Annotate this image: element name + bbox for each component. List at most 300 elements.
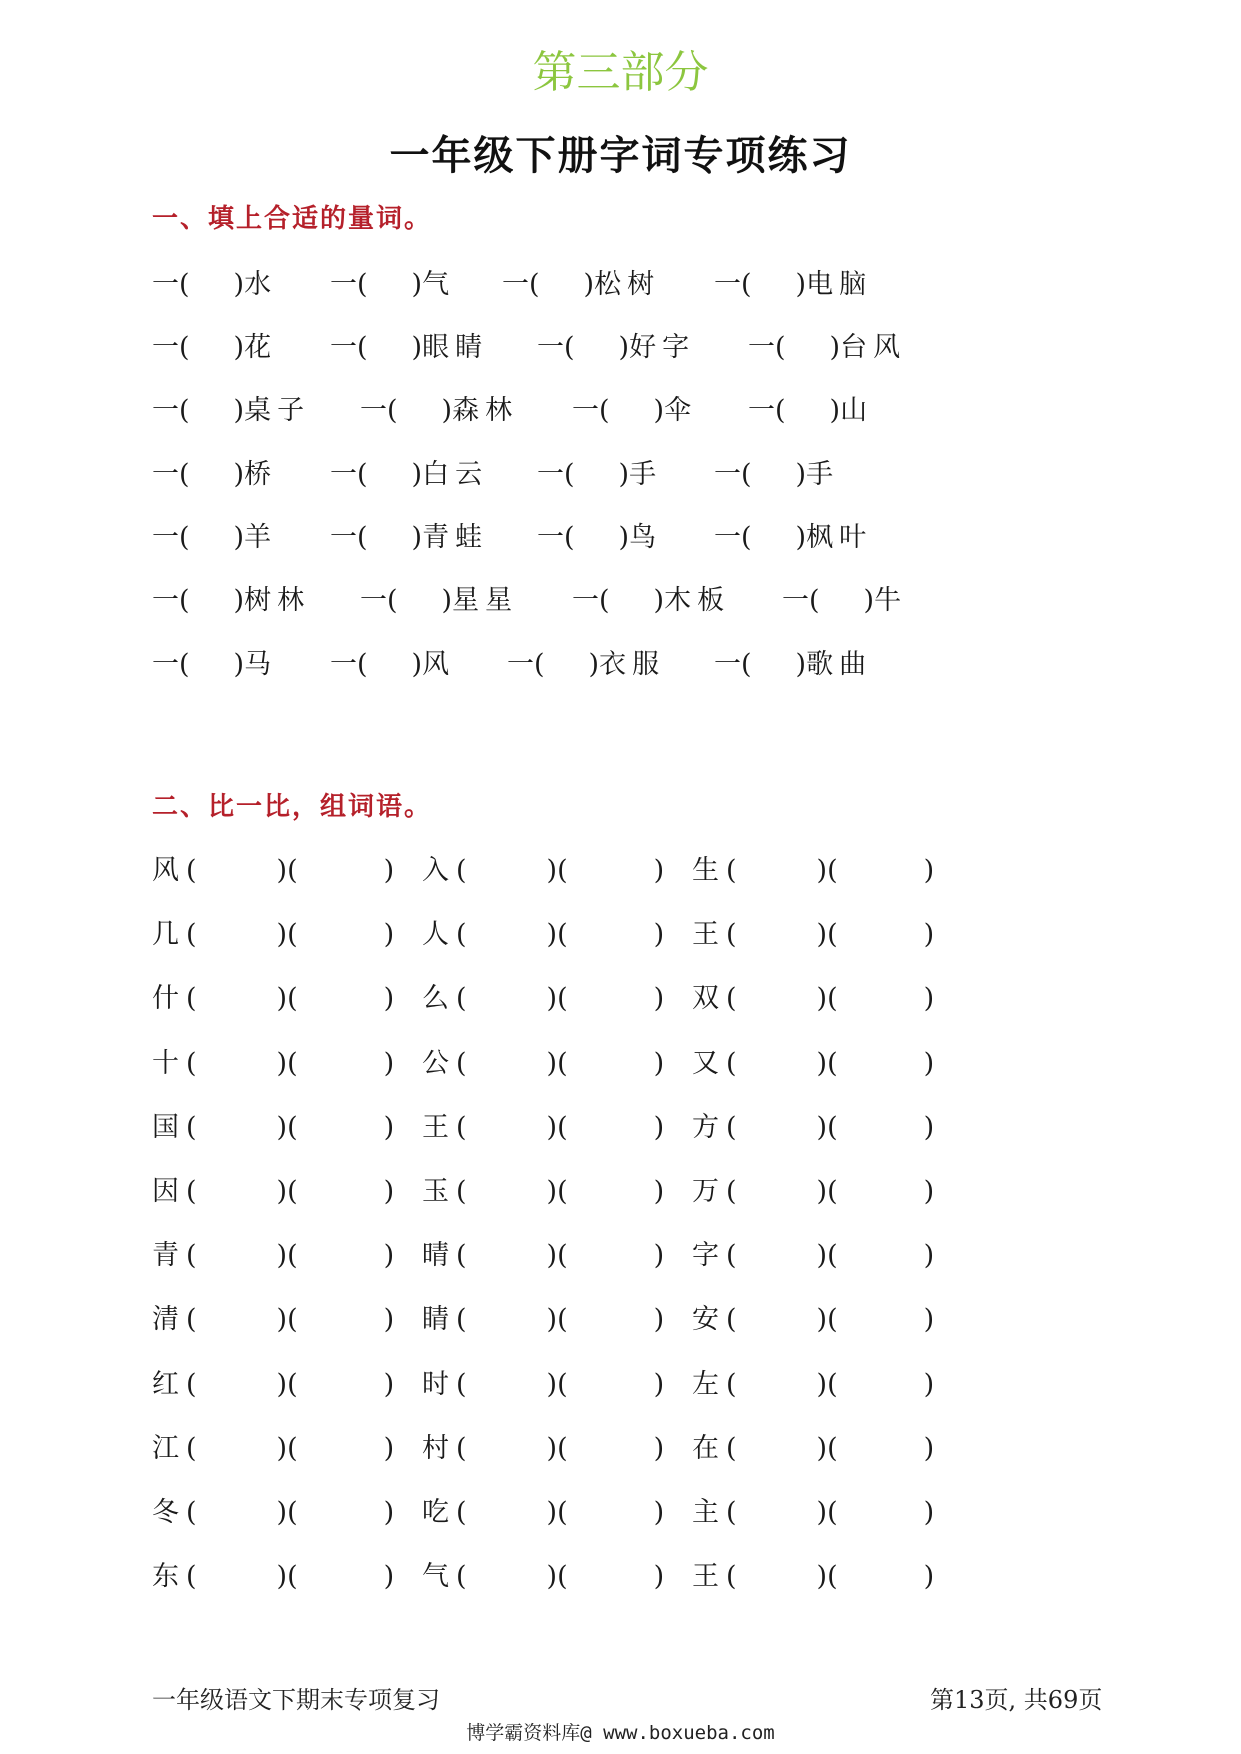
close-paren: ) — [546, 1369, 558, 1400]
character-group — [692, 1362, 934, 1401]
close-paren: ) — [411, 269, 423, 300]
character-group — [422, 912, 664, 951]
measure-word-item — [714, 515, 872, 554]
open-paren: ( — [726, 1176, 737, 1207]
measure-word-row — [152, 262, 1052, 302]
noun-word: 松树 — [594, 269, 661, 300]
character-group — [422, 1169, 664, 1208]
character: 王 — [692, 1561, 719, 1592]
open-paren: ( — [827, 1112, 838, 1143]
noun-word: 花 — [244, 332, 278, 363]
noun-word: 桥 — [244, 459, 278, 490]
section1-heading: 一、填上合适的量词。 — [152, 204, 433, 234]
close-paren: ) — [276, 1048, 288, 1079]
close-paren: ) — [923, 1176, 935, 1207]
open-paren: ( — [827, 1433, 838, 1464]
close-paren: ) — [816, 1561, 828, 1592]
character: 清 — [152, 1304, 179, 1335]
footer-watermark: 博学霸资料库@ www.boxueba.com — [466, 1722, 775, 1744]
character-group — [152, 1490, 394, 1529]
character-group — [152, 976, 394, 1015]
close-paren: ) — [816, 983, 828, 1014]
close-paren: ) — [546, 983, 558, 1014]
open-paren: 一( — [152, 332, 190, 363]
character-group — [422, 1041, 664, 1080]
close-paren: ) — [383, 855, 395, 886]
close-paren: ) — [816, 1240, 828, 1271]
character: 又 — [692, 1048, 719, 1079]
open-paren: 一( — [537, 459, 575, 490]
character: 人 — [422, 919, 449, 950]
open-paren: 一( — [714, 649, 752, 680]
close-paren: ) — [546, 1433, 558, 1464]
close-paren: ) — [276, 855, 288, 886]
open-paren: ( — [557, 855, 568, 886]
character: 几 — [152, 919, 179, 950]
measure-word-item — [537, 515, 662, 554]
close-paren: ) — [653, 1240, 665, 1271]
open-paren: ( — [456, 1304, 467, 1335]
measure-word-item — [748, 325, 906, 364]
character: 冬 — [152, 1497, 179, 1528]
open-paren: ( — [287, 1112, 298, 1143]
close-paren: ) — [653, 855, 665, 886]
open-paren: ( — [557, 919, 568, 950]
close-paren: ) — [276, 1369, 288, 1400]
noun-word: 桌子 — [244, 395, 311, 426]
measure-word-row — [152, 388, 1052, 428]
character-group — [422, 1490, 664, 1529]
open-paren: ( — [456, 1048, 467, 1079]
measure-word-item — [714, 262, 872, 301]
close-paren: ) — [816, 1433, 828, 1464]
measure-word-item — [152, 515, 277, 554]
close-paren: ) — [546, 1112, 558, 1143]
character: 时 — [422, 1369, 449, 1400]
measure-word-item — [572, 388, 697, 427]
open-paren: ( — [186, 919, 197, 950]
noun-word: 歌曲 — [806, 649, 873, 680]
close-paren: ) — [588, 649, 600, 680]
open-paren: ( — [726, 1561, 737, 1592]
close-paren: ) — [829, 332, 841, 363]
close-paren: ) — [816, 1048, 828, 1079]
open-paren: ( — [186, 1112, 197, 1143]
measure-word-row — [152, 325, 1052, 365]
character: 主 — [692, 1497, 719, 1528]
close-paren: ) — [233, 332, 245, 363]
open-paren: ( — [287, 919, 298, 950]
noun-word: 马 — [244, 649, 278, 680]
open-paren: 一( — [152, 649, 190, 680]
open-paren: 一( — [572, 585, 610, 616]
measure-word-item — [572, 578, 730, 617]
open-paren: ( — [557, 1048, 568, 1079]
open-paren: ( — [827, 1048, 838, 1079]
character-group — [152, 1169, 394, 1208]
noun-word: 电脑 — [806, 269, 873, 300]
open-paren: ( — [726, 1433, 737, 1464]
character: 公 — [422, 1048, 449, 1079]
measure-word-item — [748, 388, 873, 427]
part-title: 第三部分 — [532, 47, 709, 98]
word-group-row — [152, 1490, 1052, 1530]
open-paren: ( — [287, 983, 298, 1014]
close-paren: ) — [795, 649, 807, 680]
close-paren: ) — [383, 1176, 395, 1207]
close-paren: ) — [923, 855, 935, 886]
character-group — [152, 1041, 394, 1080]
close-paren: ) — [923, 1561, 935, 1592]
measure-word-item — [360, 388, 518, 427]
open-paren: ( — [456, 1112, 467, 1143]
noun-word: 星星 — [452, 585, 519, 616]
close-paren: ) — [383, 1433, 395, 1464]
open-paren: 一( — [507, 649, 545, 680]
measure-word-item — [714, 642, 872, 681]
close-paren: ) — [276, 1304, 288, 1335]
open-paren: ( — [287, 1369, 298, 1400]
character: 村 — [422, 1433, 449, 1464]
open-paren: ( — [186, 1048, 197, 1079]
close-paren: ) — [923, 1369, 935, 1400]
open-paren: ( — [456, 919, 467, 950]
close-paren: ) — [816, 919, 828, 950]
open-paren: ( — [557, 1112, 568, 1143]
character: 晴 — [422, 1240, 449, 1271]
close-paren: ) — [383, 1369, 395, 1400]
open-paren: 一( — [330, 649, 368, 680]
word-group-row — [152, 1426, 1052, 1466]
open-paren: ( — [827, 1304, 838, 1335]
open-paren: ( — [827, 983, 838, 1014]
character-group — [422, 1426, 664, 1465]
close-paren: ) — [411, 649, 423, 680]
open-paren: 一( — [330, 522, 368, 553]
open-paren: ( — [827, 1240, 838, 1271]
character-group — [692, 1169, 934, 1208]
footer-page-number: 第13页, 共69页 — [930, 1686, 1103, 1714]
character: 江 — [152, 1433, 179, 1464]
open-paren: 一( — [714, 269, 752, 300]
character-group — [152, 1362, 394, 1401]
character: 气 — [422, 1561, 449, 1592]
close-paren: ) — [276, 1240, 288, 1271]
close-paren: ) — [546, 1304, 558, 1335]
close-paren: ) — [653, 395, 665, 426]
close-paren: ) — [829, 395, 841, 426]
open-paren: 一( — [152, 269, 190, 300]
open-paren: ( — [456, 1433, 467, 1464]
measure-word-item — [782, 578, 907, 617]
measure-word-item — [330, 452, 488, 491]
open-paren: ( — [287, 1048, 298, 1079]
close-paren: ) — [383, 919, 395, 950]
measure-word-item — [330, 515, 488, 554]
open-paren: ( — [456, 983, 467, 1014]
measure-word-item — [330, 262, 455, 301]
close-paren: ) — [816, 1304, 828, 1335]
close-paren: ) — [233, 585, 245, 616]
open-paren: ( — [827, 919, 838, 950]
open-paren: 一( — [330, 269, 368, 300]
close-paren: ) — [653, 1112, 665, 1143]
word-group-row — [152, 1169, 1052, 1209]
close-paren: ) — [411, 332, 423, 363]
character: 吃 — [422, 1497, 449, 1528]
open-paren: ( — [287, 1240, 298, 1271]
character-group — [152, 1426, 394, 1465]
measure-word-row — [152, 452, 1052, 492]
open-paren: 一( — [748, 332, 786, 363]
word-group-row — [152, 1362, 1052, 1402]
character-group — [422, 1297, 664, 1336]
open-paren: 一( — [152, 522, 190, 553]
character-group — [152, 848, 394, 887]
close-paren: ) — [276, 1176, 288, 1207]
open-paren: ( — [557, 1433, 568, 1464]
close-paren: ) — [653, 983, 665, 1014]
open-paren: ( — [827, 1497, 838, 1528]
measure-word-item — [152, 642, 277, 681]
open-paren: 一( — [152, 459, 190, 490]
character: 玉 — [422, 1176, 449, 1207]
close-paren: ) — [653, 1176, 665, 1207]
open-paren: ( — [726, 983, 737, 1014]
open-paren: ( — [827, 1369, 838, 1400]
character-group — [152, 1554, 394, 1593]
character-group — [422, 848, 664, 887]
open-paren: 一( — [502, 269, 540, 300]
character: 字 — [692, 1240, 719, 1271]
close-paren: ) — [653, 1433, 665, 1464]
noun-word: 鸟 — [629, 522, 663, 553]
open-paren: ( — [186, 1561, 197, 1592]
close-paren: ) — [618, 459, 630, 490]
open-paren: ( — [827, 1176, 838, 1207]
noun-word: 水 — [244, 269, 278, 300]
close-paren: ) — [923, 1048, 935, 1079]
open-paren: ( — [726, 1048, 737, 1079]
character: 红 — [152, 1369, 179, 1400]
open-paren: ( — [186, 1176, 197, 1207]
character-group — [692, 1105, 934, 1144]
open-paren: ( — [726, 1369, 737, 1400]
close-paren: ) — [653, 1048, 665, 1079]
close-paren: ) — [816, 855, 828, 886]
footer-left: 一年级语文下期末专项复习 — [152, 1686, 440, 1714]
character: 风 — [152, 855, 179, 886]
close-paren: ) — [546, 1497, 558, 1528]
close-paren: ) — [233, 459, 245, 490]
word-group-row — [152, 1233, 1052, 1273]
word-group-row — [152, 848, 1052, 888]
open-paren: ( — [557, 1561, 568, 1592]
character: 十 — [152, 1048, 179, 1079]
character: 睛 — [422, 1304, 449, 1335]
character-group — [152, 912, 394, 951]
noun-word: 衣服 — [599, 649, 666, 680]
measure-word-item — [152, 452, 277, 491]
open-paren: ( — [726, 919, 737, 950]
close-paren: ) — [441, 585, 453, 616]
close-paren: ) — [923, 1433, 935, 1464]
character: 王 — [422, 1112, 449, 1143]
open-paren: ( — [287, 1433, 298, 1464]
character-group — [692, 1554, 934, 1593]
close-paren: ) — [276, 1561, 288, 1592]
close-paren: ) — [233, 649, 245, 680]
character-group — [692, 1041, 934, 1080]
close-paren: ) — [276, 1112, 288, 1143]
open-paren: ( — [557, 1176, 568, 1207]
open-paren: ( — [726, 1497, 737, 1528]
character: 安 — [692, 1304, 719, 1335]
word-group-row — [152, 1041, 1052, 1081]
noun-word: 伞 — [664, 395, 698, 426]
open-paren: 一( — [748, 395, 786, 426]
measure-word-item — [152, 325, 277, 364]
open-paren: ( — [557, 1304, 568, 1335]
close-paren: ) — [618, 522, 630, 553]
close-paren: ) — [653, 1304, 665, 1335]
character: 方 — [692, 1112, 719, 1143]
character-group — [692, 1490, 934, 1529]
open-paren: 一( — [782, 585, 820, 616]
measure-word-item — [152, 262, 277, 301]
close-paren: ) — [411, 522, 423, 553]
character-group — [692, 912, 934, 951]
open-paren: 一( — [152, 585, 190, 616]
open-paren: ( — [456, 1497, 467, 1528]
measure-word-item — [330, 642, 455, 681]
open-paren: ( — [557, 1369, 568, 1400]
close-paren: ) — [233, 269, 245, 300]
close-paren: ) — [923, 1304, 935, 1335]
close-paren: ) — [653, 585, 665, 616]
open-paren: 一( — [152, 395, 190, 426]
page-title: 一年级下册字词专项练习 — [389, 133, 852, 179]
character: 左 — [692, 1369, 719, 1400]
noun-word: 羊 — [244, 522, 278, 553]
measure-word-item — [152, 578, 310, 617]
close-paren: ) — [618, 332, 630, 363]
noun-word: 山 — [840, 395, 874, 426]
close-paren: ) — [276, 919, 288, 950]
measure-word-item — [152, 388, 310, 427]
open-paren: ( — [186, 1304, 197, 1335]
character: 东 — [152, 1561, 179, 1592]
close-paren: ) — [795, 269, 807, 300]
close-paren: ) — [923, 919, 935, 950]
noun-word: 风 — [422, 649, 456, 680]
open-paren: ( — [456, 1369, 467, 1400]
close-paren: ) — [583, 269, 595, 300]
measure-word-item — [537, 325, 695, 364]
measure-word-item — [714, 452, 839, 491]
open-paren: ( — [456, 1176, 467, 1207]
open-paren: ( — [186, 855, 197, 886]
character-group — [152, 1233, 394, 1272]
open-paren: ( — [827, 855, 838, 886]
character: 万 — [692, 1176, 719, 1207]
open-paren: ( — [726, 855, 737, 886]
open-paren: ( — [456, 1561, 467, 1592]
close-paren: ) — [411, 459, 423, 490]
measure-word-row — [152, 578, 1052, 618]
close-paren: ) — [383, 1561, 395, 1592]
open-paren: ( — [456, 1240, 467, 1271]
open-paren: 一( — [537, 522, 575, 553]
open-paren: ( — [557, 1497, 568, 1528]
close-paren: ) — [923, 1497, 935, 1528]
close-paren: ) — [923, 1240, 935, 1271]
close-paren: ) — [441, 395, 453, 426]
character: 因 — [152, 1176, 179, 1207]
open-paren: ( — [186, 1240, 197, 1271]
character: 么 — [422, 983, 449, 1014]
measure-word-item — [507, 642, 665, 681]
close-paren: ) — [546, 855, 558, 886]
character-group — [692, 1297, 934, 1336]
noun-word: 木板 — [664, 585, 731, 616]
open-paren: 一( — [537, 332, 575, 363]
character: 在 — [692, 1433, 719, 1464]
noun-word: 气 — [422, 269, 456, 300]
character-group — [692, 848, 934, 887]
section2-heading: 二、比一比，组词语。 — [152, 792, 433, 822]
character-group — [692, 1233, 934, 1272]
character-group — [422, 1105, 664, 1144]
close-paren: ) — [863, 585, 875, 616]
character-group — [422, 1233, 664, 1272]
close-paren: ) — [276, 983, 288, 1014]
word-group-row — [152, 1297, 1052, 1337]
measure-word-item — [330, 325, 488, 364]
close-paren: ) — [276, 1433, 288, 1464]
open-paren: ( — [186, 1433, 197, 1464]
noun-word: 牛 — [874, 585, 908, 616]
close-paren: ) — [816, 1369, 828, 1400]
close-paren: ) — [795, 522, 807, 553]
close-paren: ) — [653, 1561, 665, 1592]
open-paren: ( — [287, 1561, 298, 1592]
open-paren: 一( — [330, 459, 368, 490]
open-paren: ( — [186, 983, 197, 1014]
close-paren: ) — [233, 522, 245, 553]
character-group — [422, 976, 664, 1015]
close-paren: ) — [923, 983, 935, 1014]
open-paren: 一( — [714, 522, 752, 553]
close-paren: ) — [653, 919, 665, 950]
measure-word-item — [537, 452, 662, 491]
character-group — [422, 1554, 664, 1593]
word-group-row — [152, 912, 1052, 952]
noun-word: 枫叶 — [806, 522, 873, 553]
character-group — [692, 976, 934, 1015]
character-group — [152, 1105, 394, 1144]
open-paren: ( — [726, 1112, 737, 1143]
measure-word-row — [152, 642, 1052, 682]
noun-word: 手 — [806, 459, 840, 490]
open-paren: ( — [456, 855, 467, 886]
close-paren: ) — [546, 1176, 558, 1207]
noun-word: 青蛙 — [422, 522, 489, 553]
open-paren: ( — [726, 1240, 737, 1271]
noun-word: 台风 — [840, 332, 907, 363]
character: 国 — [152, 1112, 179, 1143]
measure-word-row — [152, 515, 1052, 555]
